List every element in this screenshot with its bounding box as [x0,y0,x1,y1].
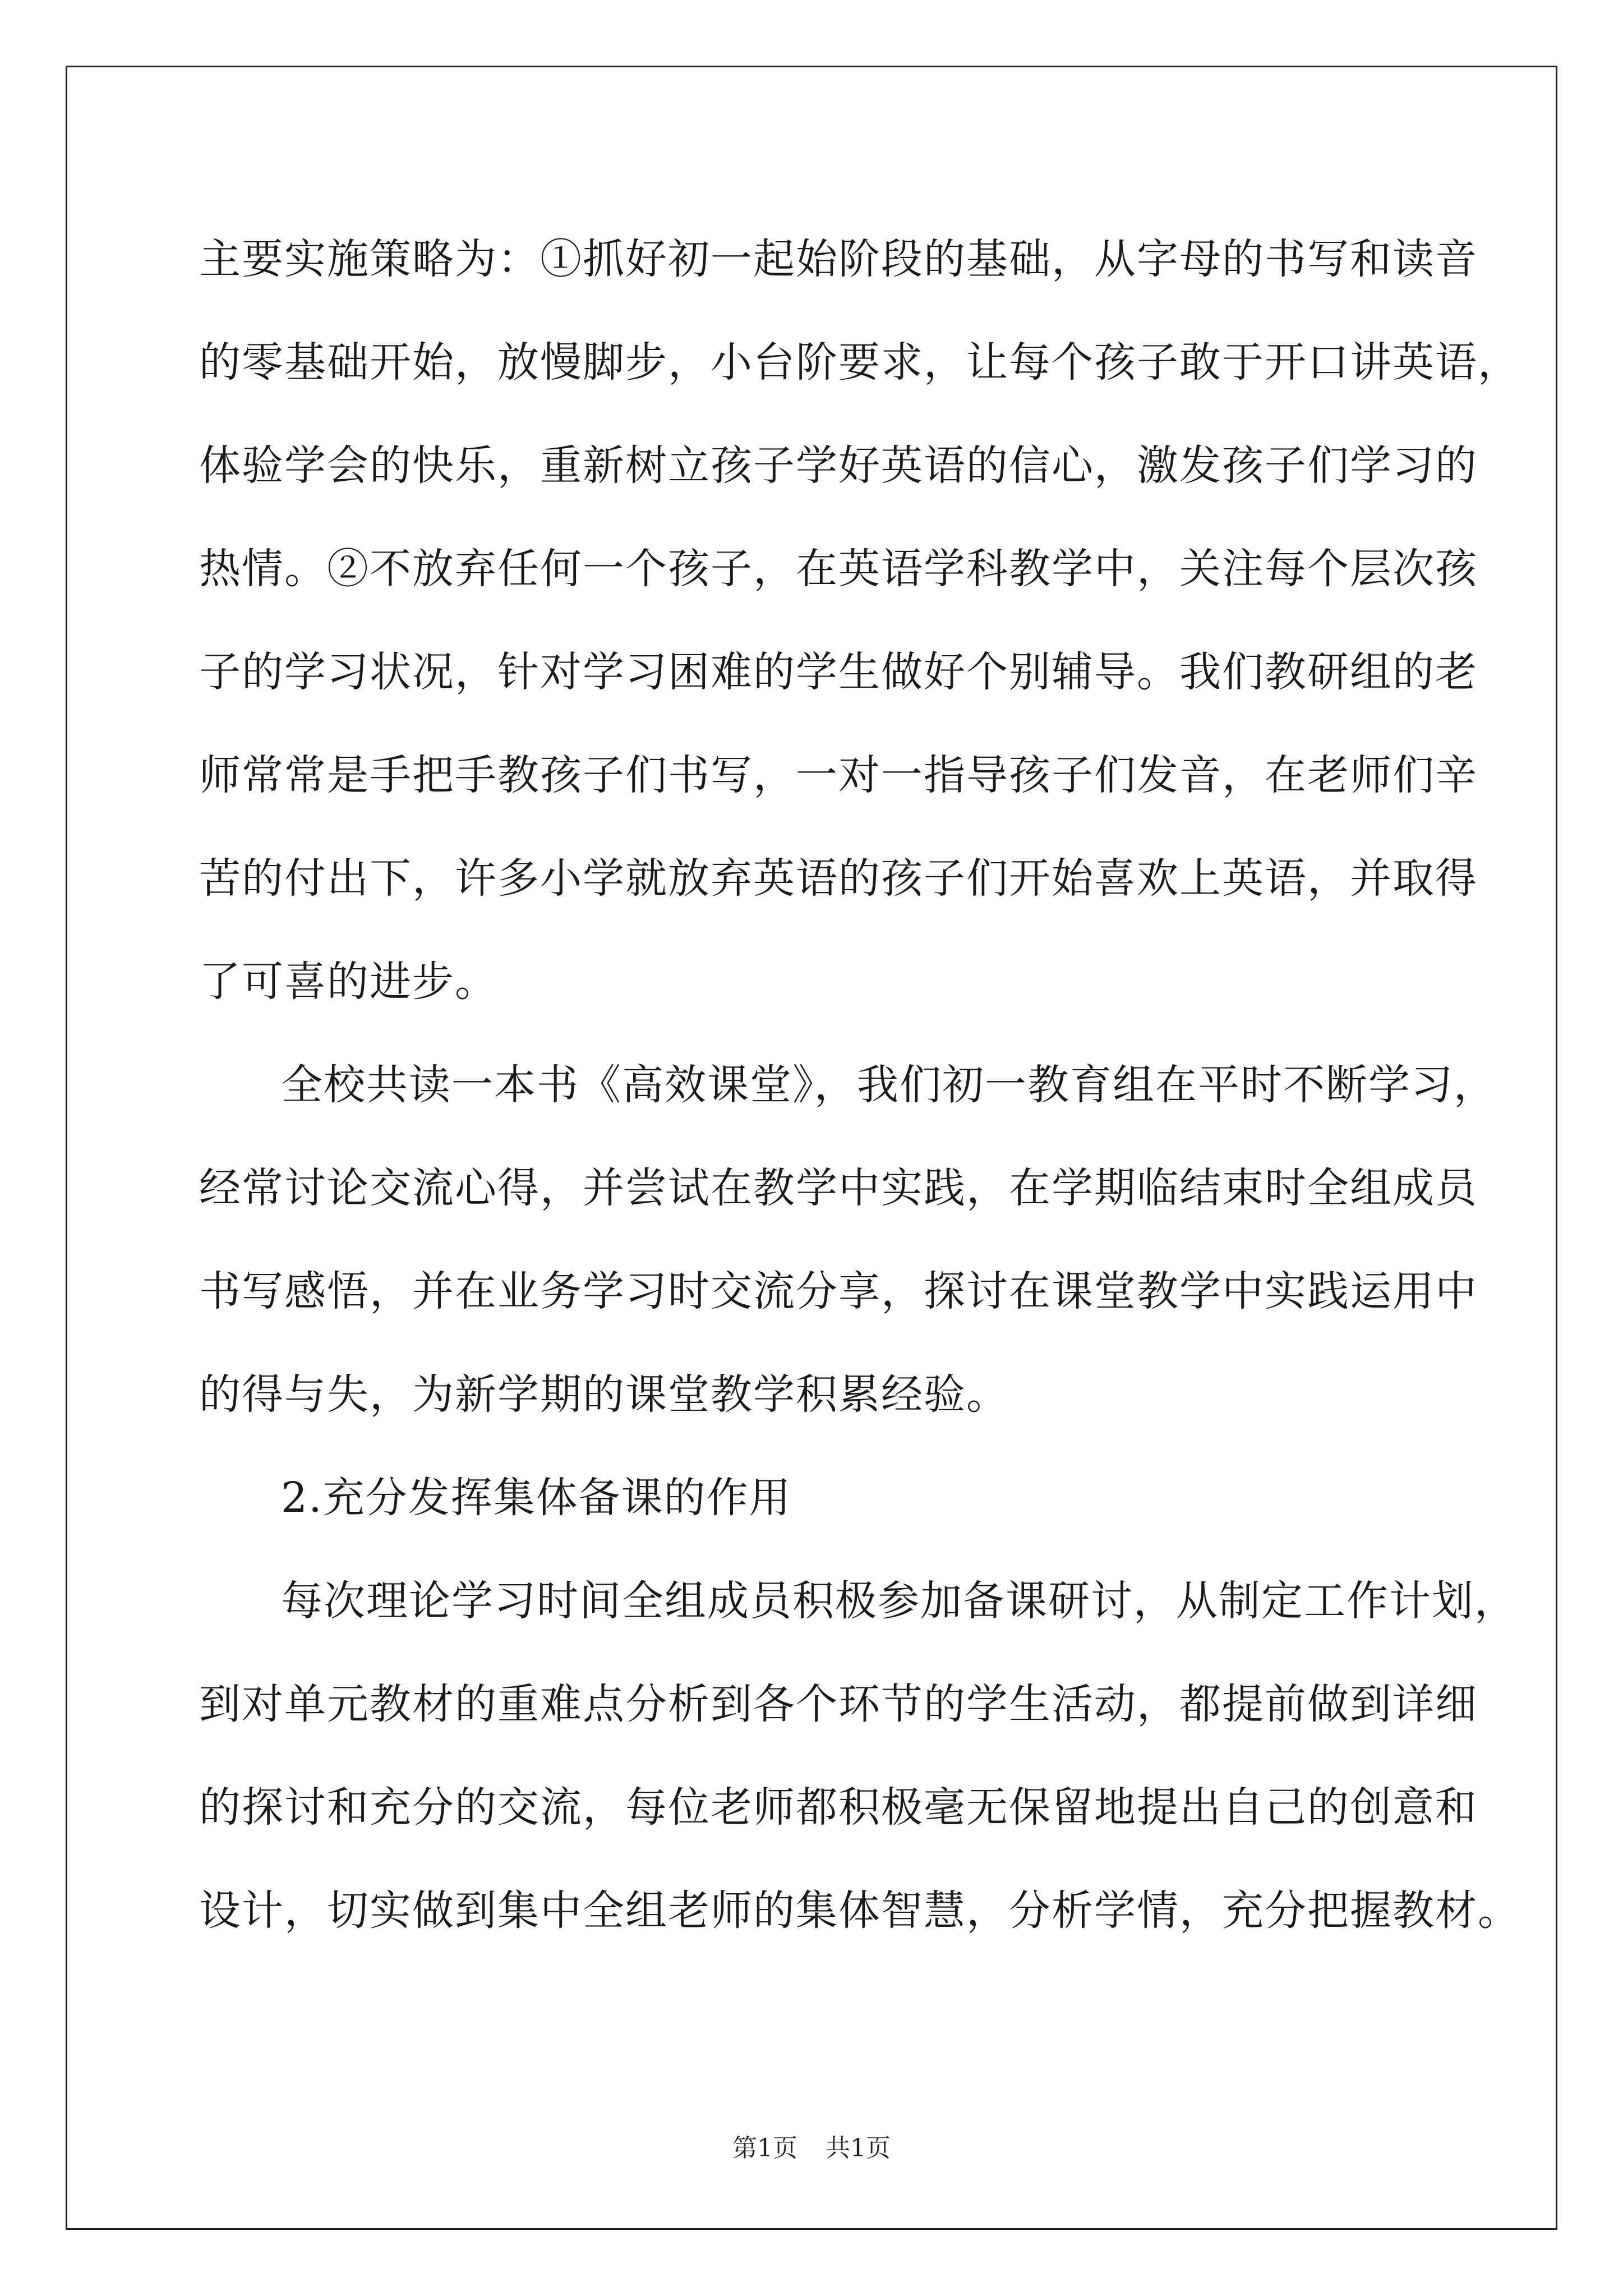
text-line: 经常讨论交流心得，并尝试在教学中实践，在学期临结束时全组成员 [199,1164,1478,1212]
text-line: 师常常是手把手教孩子们书写，一对一指导孩子们发音，在老师们辛 [199,751,1478,799]
text-line: 的探讨和充分的交流，每位老师都积极毫无保留地提出自己的创意和 [199,1783,1478,1832]
text-line: 了可喜的进步。 [199,958,497,1006]
text-line: 的得与失，为新学期的课堂教学积累经验。 [199,1370,1009,1419]
text-line: 体验学会的快乐，重新树立孩子学好英语的信心，激发孩子们学习的 [199,441,1478,490]
text-line: 热情。②不放弃任何一个孩子，在英语学科教学中，关注每个层次孩 [199,545,1478,593]
text-line: 的零基础开始，放慢脚步，小台阶要求，让每个孩子敢于开口讲英语， [199,338,1520,386]
text-line: 书写感悟，并在业务学习时交流分享，探讨在课堂教学中实践运用中 [199,1267,1478,1315]
text-line: 子的学习状况，针对学习困难的学生做好个别辅导。我们教研组的老 [199,648,1478,696]
section-heading: 2.充分发挥集体备课的作用 [281,1474,792,1522]
page-footer [0,2132,1623,2165]
page-total: 共1页 [826,2134,891,2162]
document-body [199,208,1520,1962]
paragraph-start-line: 全校共读一本书《高效课堂》，我们初一教育组在平时不断学习， [281,1061,1496,1109]
text-line: 设计，切实做到集中全组老师的集体智慧，分析学情，充分把握教材。 [199,1887,1520,1935]
text-line: 到对单元教材的重难点分析到各个环节的学生活动，都提前做到详细 [199,1680,1478,1728]
text-line: 主要实施策略为：①抓好初一起始阶段的基础，从字母的书写和读音 [199,235,1478,283]
text-line: 苦的付出下，许多小学就放弃英语的孩子们开始喜欢上英语，并取得 [199,854,1478,903]
page-number: 第1页 [732,2134,797,2162]
paragraph-start-line: 每次理论学习时间全组成员积极参加备课研讨，从制定工作计划， [281,1577,1517,1625]
